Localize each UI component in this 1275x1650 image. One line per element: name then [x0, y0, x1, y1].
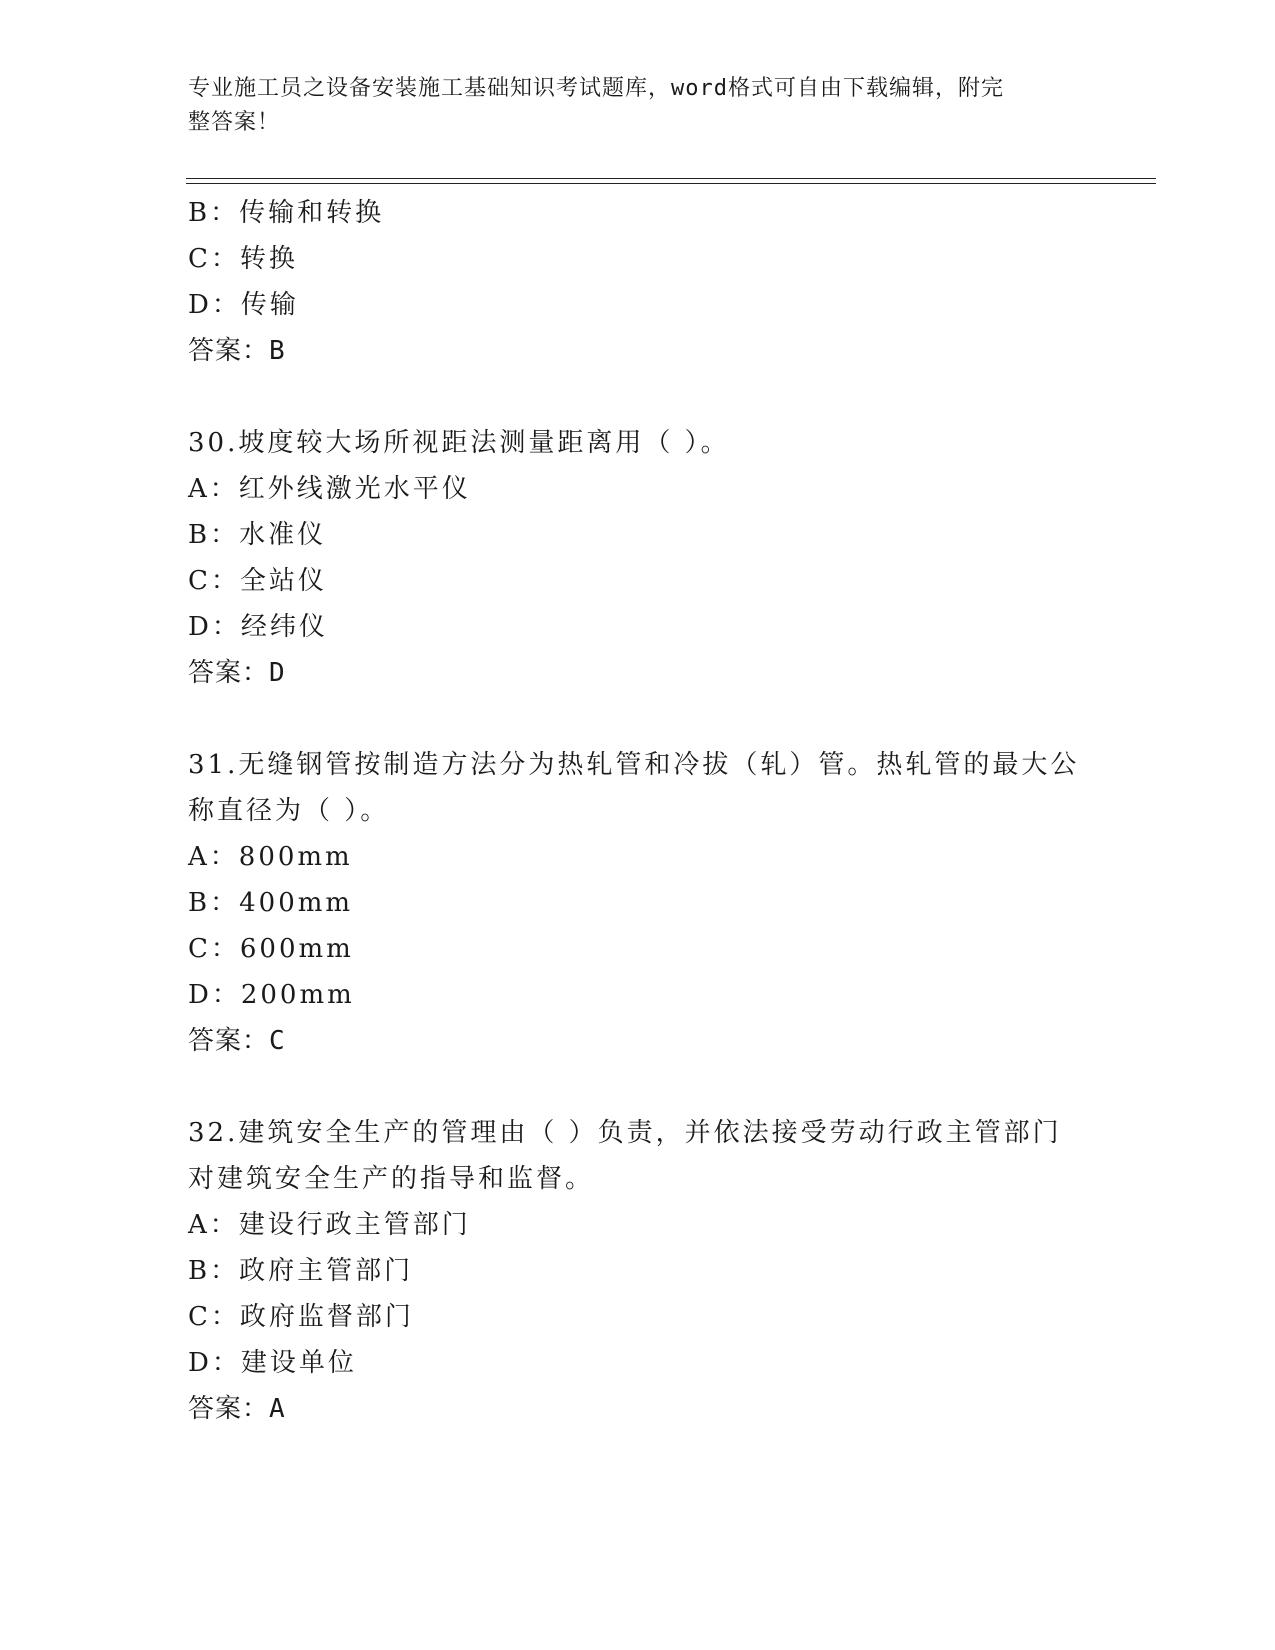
spacer: [188, 1064, 1088, 1110]
spacer: [188, 374, 1088, 420]
question-32: [188, 1110, 1088, 1432]
option-d: D：经纬仪: [188, 612, 328, 642]
question-list: [188, 190, 1088, 1432]
option-b: B：政府主管部门: [188, 1256, 414, 1286]
option-d: D：建设单位: [188, 1348, 357, 1378]
previous-question-tail: [188, 190, 1088, 374]
option-a: A：800mm: [188, 842, 353, 872]
answer-line: 答案：A: [188, 1394, 286, 1424]
option-a: A：红外线激光水平仪: [188, 474, 471, 504]
header-line-2: 整答案！: [188, 110, 281, 135]
option-c: C：600mm: [188, 934, 354, 964]
option-b: B：传输和转换: [188, 198, 385, 228]
header-line-1: 专业施工员之设备安装施工基础知识考试题库，word格式可自由下载编辑，附完: [188, 76, 1004, 101]
option-b: B：水准仪: [188, 520, 327, 550]
option-a: A：建设行政主管部门: [188, 1210, 471, 1240]
question-text: 30.坡度较大场所视距法测量距离用（ ）。: [188, 428, 730, 458]
option-b: B：400mm: [188, 888, 354, 918]
option-c: C：政府监督部门: [188, 1302, 414, 1332]
question-text-continued: 称直径为（ ）。: [188, 796, 390, 826]
header-divider-top: [186, 178, 1156, 179]
question-text: 31.无缝钢管按制造方法分为热轧管和冷拔（轧）管。热轧管的最大公: [188, 750, 1080, 780]
question-31: [188, 742, 1088, 1064]
answer-line: 答案：D: [188, 658, 286, 688]
option-c: C：全站仪: [188, 566, 327, 596]
question-text-continued: 对建筑安全生产的指导和监督。: [188, 1164, 595, 1194]
spacer: [188, 696, 1088, 742]
answer-line: 答案：C: [188, 1026, 286, 1056]
option-d: D：传输: [188, 290, 299, 320]
document-header: [188, 72, 1068, 140]
header-divider-bottom: [186, 183, 1156, 184]
option-d: D：200mm: [188, 980, 355, 1010]
question-30: [188, 420, 1088, 696]
question-text: 32.建筑安全生产的管理由（ ）负责，并依法接受劳动行政主管部门: [188, 1118, 1062, 1148]
option-c: C：转换: [188, 244, 298, 274]
answer-line: 答案：B: [188, 336, 286, 366]
